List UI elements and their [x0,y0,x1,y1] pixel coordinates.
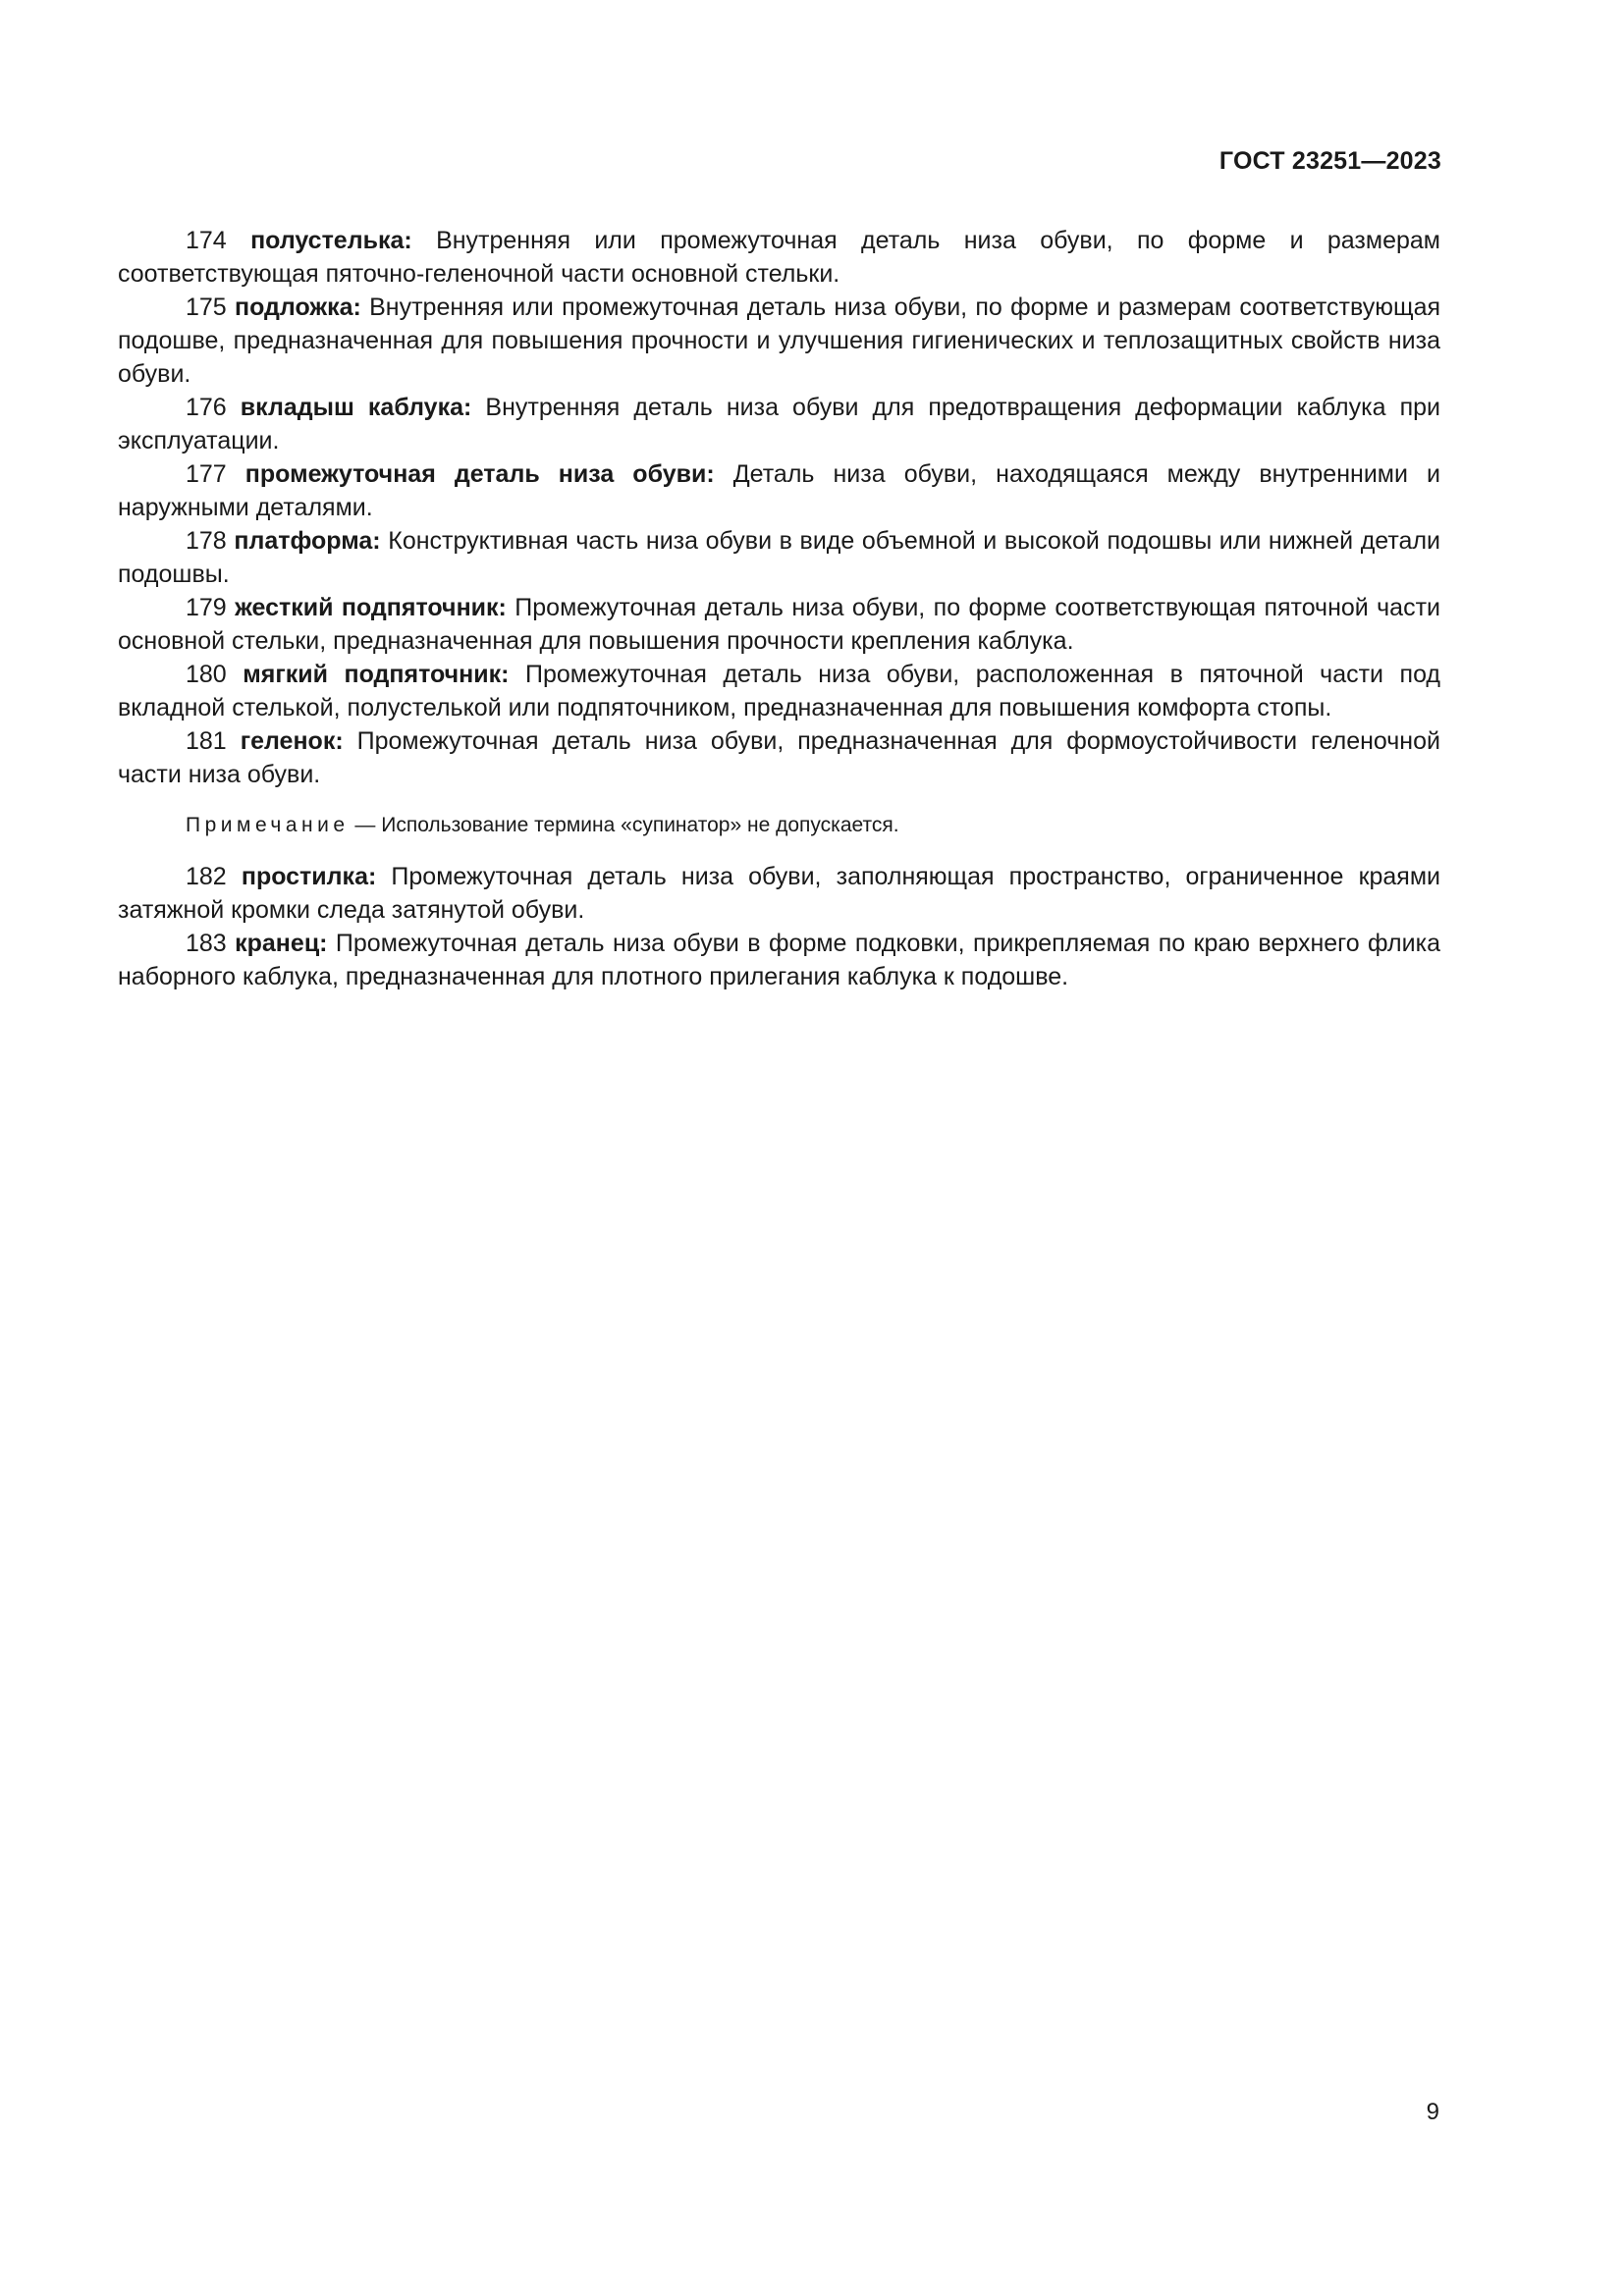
term-name: геленок: [240,727,344,755]
term-entry-178 [118,524,1440,591]
term-definition: Промежуточная деталь низа обуви, по форме соответствующая пяточной части основной стельки, предназначенная для повышения прочности крепления каблука. [118,594,1440,655]
term-number: 183 [186,930,227,957]
term-definition: Промежуточная деталь низа обуви, расположенная в пяточной части под вкладной стелькой, полустелькой или подпяточником, предназначенная для повышения комфорта стопы. [118,661,1441,721]
term-entry-182 [118,860,1440,927]
term-number: 178 [186,527,227,555]
term-entry-179 [118,591,1440,658]
term-number: 174 [186,227,227,254]
term-name: вкладыш каблука: [240,394,472,421]
term-name: промежуточная деталь низа обуви: [244,460,715,488]
term-number: 182 [186,863,227,890]
note-dash: — [349,814,382,836]
term-definition: Внутренняя деталь низа обуви для предотвращения деформации каблука при эксплуатации. [118,394,1440,454]
term-entry-183 [118,927,1440,993]
term-name: жесткий подпяточник: [235,594,507,621]
term-definition: Внутренняя или промежуточная деталь низа обуви, по форме и размерам соответствующая подошве, предназначенная для повышения прочности и улучшения гигиенических и теплозащитных свойств низа обуви. [118,294,1441,388]
term-definition: Внутренняя или промежуточная деталь низа обуви, по форме и размерам соответствующая пяточно-геленочной части основной стельки. [118,227,1440,288]
term-number: 181 [186,727,227,755]
term-definition: Деталь низа обуви, находящаяся между внутренними и наружными деталями. [118,460,1440,521]
term-name: полустелька: [250,227,412,254]
term-entry-174 [118,224,1440,291]
term-definition: Конструктивная часть низа обуви в виде объемной и высокой подошвы или нижней детали подошвы. [118,527,1441,588]
term-number: 179 [186,594,227,621]
note [118,811,1440,840]
term-number: 180 [186,661,227,688]
page-number: 9 [1426,2099,1439,2125]
terms-content [118,224,1440,993]
term-entry-176 [118,391,1440,457]
note-text: Использование термина «супинатор» не допускается. [381,814,899,836]
term-number: 175 [186,294,227,321]
term-name: мягкий подпяточник: [243,661,510,688]
term-entry-175 [118,291,1440,391]
term-definition: Промежуточная деталь низа обуви в форме подковки, прикрепляемая по краю верхнего флика наборного каблука, предназначенная для плотного прилегания каблука к подошве. [118,930,1440,990]
term-entry-180 [118,658,1440,724]
term-number: 177 [186,460,227,488]
term-entry-181 [118,724,1440,791]
term-name: платформа: [234,527,381,555]
term-definition: Промежуточная деталь низа обуви, предназначенная для формоустойчивости геленочной части низа обуви. [118,727,1440,788]
term-number: 176 [186,394,227,421]
term-name: кранец: [235,930,328,957]
term-definition: Промежуточная деталь низа обуви, заполняющая пространство, ограниченное краями затяжной кромки следа затянутой обуви. [118,863,1441,924]
term-name: подложка: [234,294,361,321]
term-name: простилка: [241,863,377,890]
term-entry-177 [118,457,1440,524]
note-label: Примечание [186,814,350,836]
document-id-header: ГОСТ 23251—2023 [1218,147,1441,175]
